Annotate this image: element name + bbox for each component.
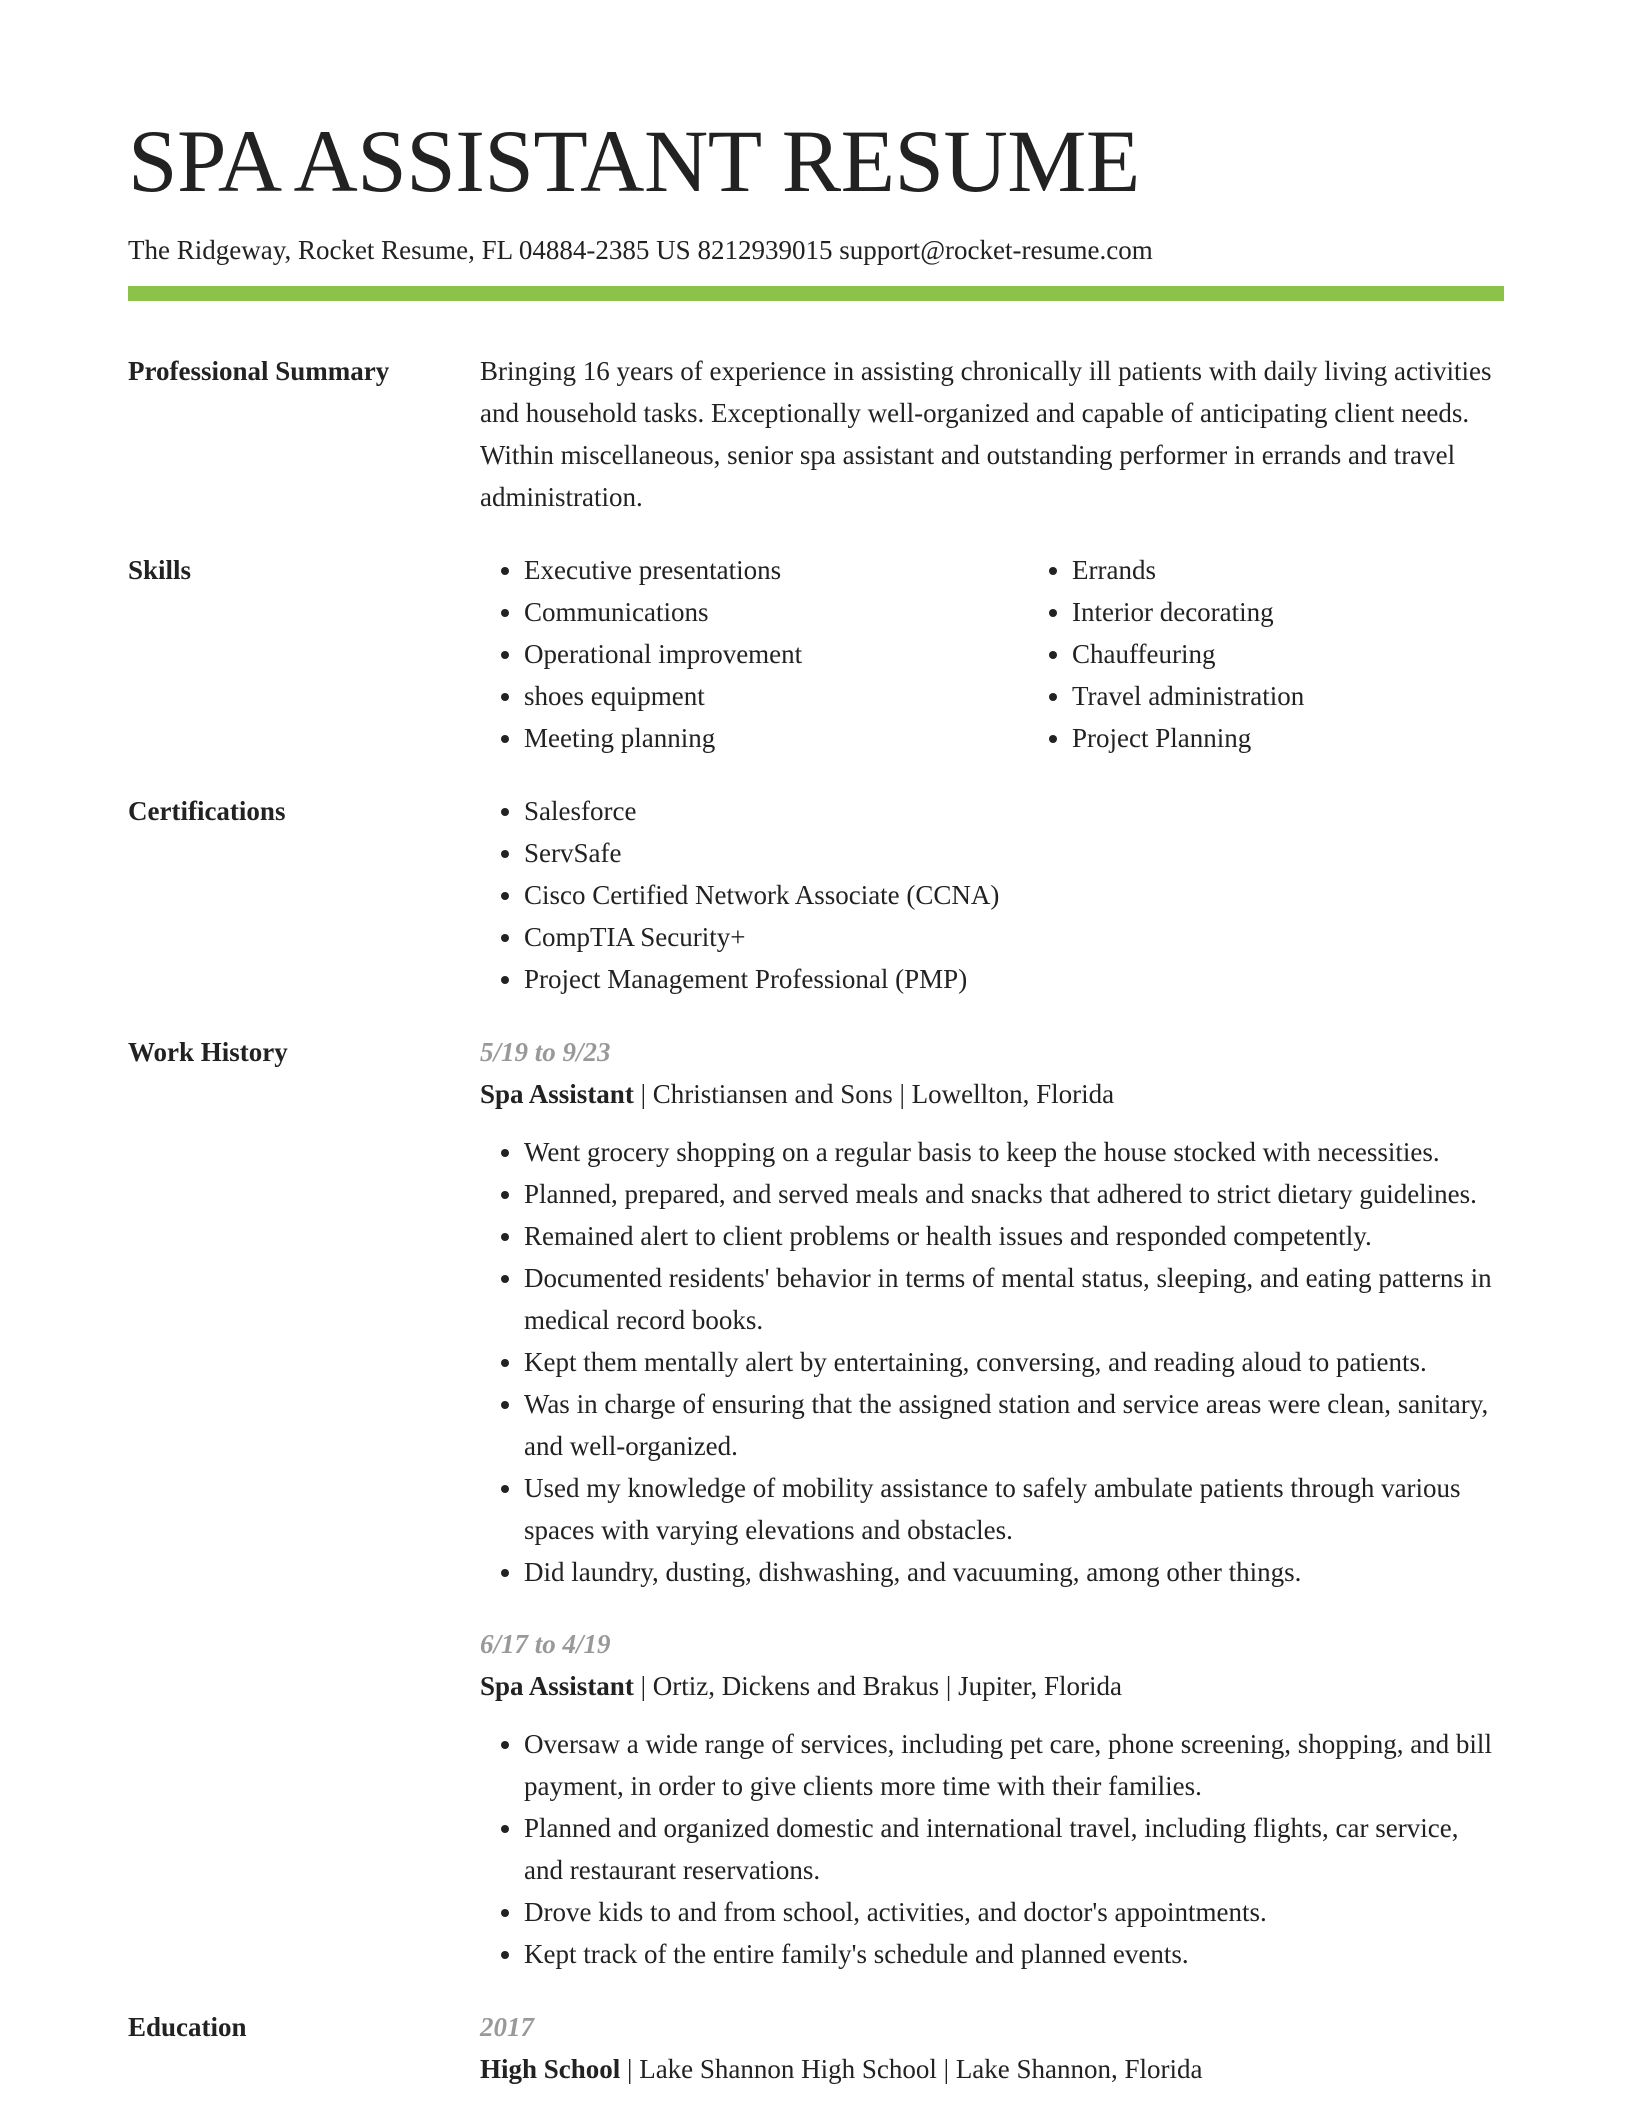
skills-list-left <box>480 549 1028 759</box>
skill-item: • Communications <box>524 591 1028 633</box>
skill-item: • shoes equipment <box>524 675 1028 717</box>
job-duty: • Planned and organized domestic and international travel, including flights, car service, and restaurant reservations. <box>524 1807 1504 1891</box>
education-degree: High School <box>480 2054 621 2084</box>
skill-item: • Executive presentations <box>524 549 1028 591</box>
job-duties-list <box>480 1723 1504 1975</box>
job-dates: 5/19 to 9/23 <box>480 1037 611 1067</box>
work-history-heading: Work History <box>128 1037 288 1067</box>
skills-heading: Skills <box>128 555 192 585</box>
skill-item: • Errands <box>1072 549 1576 591</box>
job-dates: 6/17 to 4/19 <box>480 1629 611 1659</box>
job-role: Spa Assistant <box>480 1671 634 1701</box>
job-duty: • Oversaw a wide range of services, including pet care, phone screening, shopping, and bill payment, in order to give clients more time with their families. <box>524 1723 1504 1807</box>
skill-item: • Project Planning <box>1072 717 1576 759</box>
phone-number: 8212939015 <box>697 235 833 265</box>
address: The Ridgeway, Rocket Resume, FL 04884-2385 US <box>128 235 691 265</box>
certification-item: • ServSafe <box>524 832 1504 874</box>
skill-item: • Interior decorating <box>1072 591 1576 633</box>
accent-divider <box>128 286 1504 301</box>
job-duty: • Kept them mentally alert by entertaining, conversing, and reading aloud to patients. <box>524 1341 1504 1383</box>
job-duty: • Was in charge of ensuring that the assigned station and service areas were clean, sanitary, and well-organized. <box>524 1383 1504 1467</box>
job-role: Spa Assistant <box>480 1079 634 1109</box>
certifications-list <box>480 790 1504 1000</box>
job-duty: • Did laundry, dusting, dishwashing, and vacuuming, among other things. <box>524 1551 1504 1593</box>
job-duty: • Kept track of the entire family's schedule and planned events. <box>524 1933 1504 1975</box>
certification-item: • Salesforce <box>524 790 1504 832</box>
education-heading: Education <box>128 2012 247 2042</box>
skill-item: • Meeting planning <box>524 717 1028 759</box>
certification-item: • Cisco Certified Network Associate (CCNA) <box>524 874 1504 916</box>
job-employer-location: | Ortiz, Dickens and Brakus | Jupiter, Florida <box>633 1671 1122 1701</box>
skills-list-right <box>1028 549 1576 759</box>
skill-item: • Travel administration <box>1072 675 1576 717</box>
skills-section <box>128 549 1504 759</box>
job-entry <box>480 1031 1504 1593</box>
job-employer-location: | Christiansen and Sons | Lowellton, Florida <box>633 1079 1115 1109</box>
skill-item: • Chauffeuring <box>1072 633 1576 675</box>
job-entry <box>480 1623 1504 1975</box>
certification-item: • CompTIA Security+ <box>524 916 1504 958</box>
resume-sections <box>128 350 1504 2121</box>
education-line <box>480 2048 1504 2090</box>
job-duty: • Documented residents' behavior in terms of mental status, sleeping, and eating patterns in medical record books. <box>524 1257 1504 1341</box>
certifications-section <box>128 790 1504 1000</box>
summary-section <box>128 350 1504 518</box>
summary-text: Bringing 16 years of experience in assisting chronically ill patients with daily living activities and household tasks. Exceptionally well-organized and capable of anticipating client needs. Within miscellaneous, senior spa assistant and outstanding performer in errands and travel administration. <box>480 356 1492 512</box>
education-section <box>128 2006 1504 2090</box>
resume-title: SPA ASSISTANT RESUME <box>128 113 1140 211</box>
summary-heading: Professional Summary <box>128 356 390 386</box>
job-duty: • Remained alert to client problems or health issues and responded competently. <box>524 1215 1504 1257</box>
job-duty: • Went grocery shopping on a regular basis to keep the house stocked with necessities. <box>524 1131 1504 1173</box>
job-title-line <box>480 1073 1504 1115</box>
job-title-line <box>480 1665 1504 1707</box>
certifications-heading: Certifications <box>128 796 286 826</box>
job-duty: • Drove kids to and from school, activities, and doctor's appointments. <box>524 1891 1504 1933</box>
job-duty: • Planned, prepared, and served meals and snacks that adhered to strict dietary guidelines. <box>524 1173 1504 1215</box>
education-year: 2017 <box>480 2012 534 2042</box>
education-school-location: | Lake Shannon High School | Lake Shannon, Florida <box>620 2054 1203 2084</box>
email-address: support@rocket-resume.com <box>839 235 1153 265</box>
job-duty: • Used my knowledge of mobility assistance to safely ambulate patients through various spaces with varying elevations and obstacles. <box>524 1467 1504 1551</box>
work-history-section <box>128 1031 1504 1975</box>
skill-item: • Operational improvement <box>524 633 1028 675</box>
contact-line <box>128 232 1153 268</box>
job-duties-list <box>480 1131 1504 1593</box>
certification-item: • Project Management Professional (PMP) <box>524 958 1504 1000</box>
